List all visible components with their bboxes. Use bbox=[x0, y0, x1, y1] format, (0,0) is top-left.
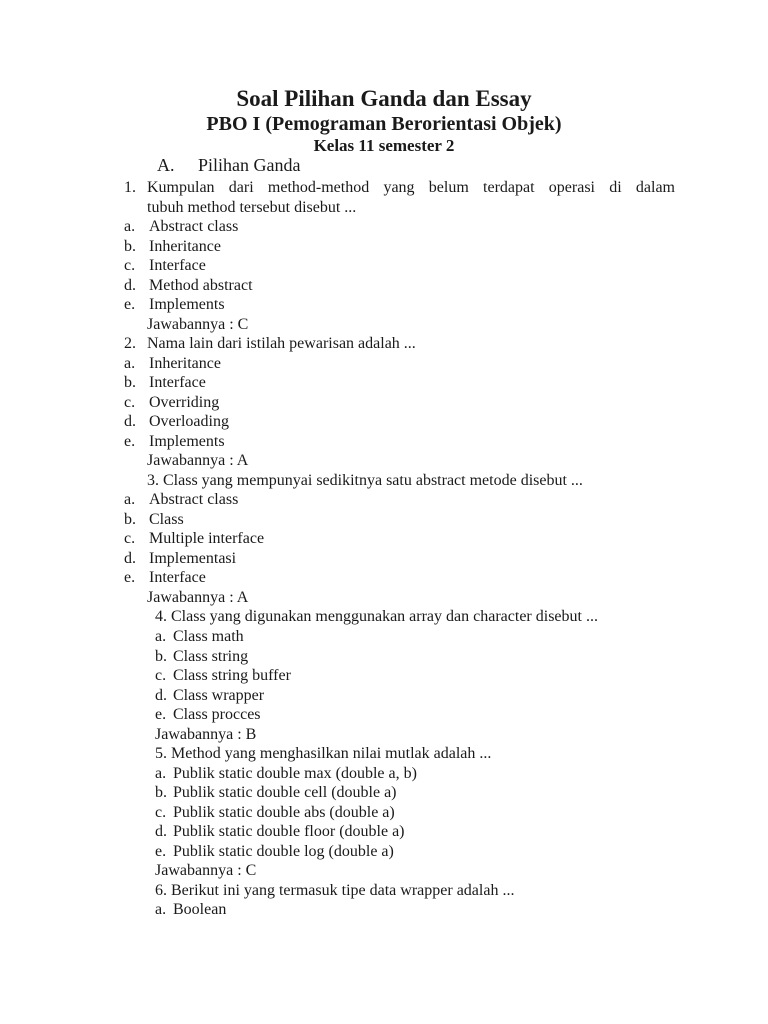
question-2-answer: Jawabannya : A bbox=[147, 452, 249, 469]
question-6: 6. Berikut ini yang termasuk tipe data wrapper adalah ... bbox=[155, 882, 515, 899]
question-5-answer: Jawabannya : C bbox=[155, 862, 257, 879]
question-1-line-1: Kumpulan dari method-method yang belum terdapat operasi di dalam bbox=[147, 179, 675, 196]
question-5-option-b: b. Publik static double cell (double a) bbox=[155, 784, 397, 801]
question-3: 3. Class yang mempunyai sedikitnya satu abstract metode disebut ... bbox=[147, 472, 583, 489]
section-mark: A. bbox=[157, 155, 175, 175]
document-subtitle: PBO I (Pemograman Berorientasi Objek) bbox=[206, 113, 562, 135]
question-2: 2. Nama lain dari istilah pewarisan adalah ... bbox=[124, 335, 416, 352]
question-2-option-c: c. Overriding bbox=[124, 394, 220, 411]
question-3-option-b: b. Class bbox=[124, 511, 184, 528]
question-2-option-a: a. Inheritance bbox=[124, 355, 221, 372]
question-6-option-a: a. Boolean bbox=[155, 901, 227, 918]
question-1-option-b: b. Inheritance bbox=[124, 238, 221, 255]
question-4-answer: Jawabannya : B bbox=[155, 726, 257, 743]
question-3-option-a: a. Abstract class bbox=[124, 491, 239, 508]
section-heading bbox=[157, 155, 300, 176]
question-4-option-a: a. Class math bbox=[155, 628, 244, 645]
question-2-option-d: d. Overloading bbox=[124, 413, 229, 430]
question-4: 4. Class yang digunakan menggunakan array dan character disebut ... bbox=[155, 608, 598, 625]
question-1-line-2: tubuh method tersebut disebut ... bbox=[147, 199, 357, 216]
question-3-option-c: c. Multiple interface bbox=[124, 530, 265, 547]
document-title: Soal Pilihan Ganda dan Essay bbox=[236, 86, 532, 111]
question-4-option-d: d. Class wrapper bbox=[155, 687, 265, 704]
question-3-answer: Jawabannya : A bbox=[147, 589, 249, 606]
question-1-number: 1. bbox=[124, 179, 136, 196]
section-label: Pilihan Ganda bbox=[198, 155, 301, 175]
question-2-option-e: e. Implements bbox=[124, 433, 225, 450]
question-4-option-b: b. Class string bbox=[155, 648, 249, 665]
class-info: Kelas 11 semester 2 bbox=[313, 136, 455, 155]
question-5: 5. Method yang menghasilkan nilai mutlak adalah ... bbox=[155, 745, 492, 762]
question-1-option-e: e. Implements bbox=[124, 296, 225, 313]
question-4-option-e: e. Class procces bbox=[155, 706, 261, 723]
question-5-option-a: a. Publik static double max (double a, b) bbox=[155, 765, 417, 782]
question-2-option-b: b. Interface bbox=[124, 374, 206, 391]
question-1-answer: Jawabannya : C bbox=[147, 316, 249, 333]
question-4-option-c: c. Class string buffer bbox=[155, 667, 291, 684]
question-3-option-d: d. Implementasi bbox=[124, 550, 237, 567]
question-5-option-e: e. Publik static double log (double a) bbox=[155, 843, 394, 860]
question-1-option-a: a. Abstract class bbox=[124, 218, 239, 235]
question-3-option-e: e. Interface bbox=[124, 569, 206, 586]
question-5-option-c: c. Publik static double abs (double a) bbox=[155, 804, 395, 821]
question-5-option-d: d. Publik static double floor (double a) bbox=[155, 823, 405, 840]
question-1-option-c: c. Interface bbox=[124, 257, 206, 274]
question-1-option-d: d. Method abstract bbox=[124, 277, 253, 294]
